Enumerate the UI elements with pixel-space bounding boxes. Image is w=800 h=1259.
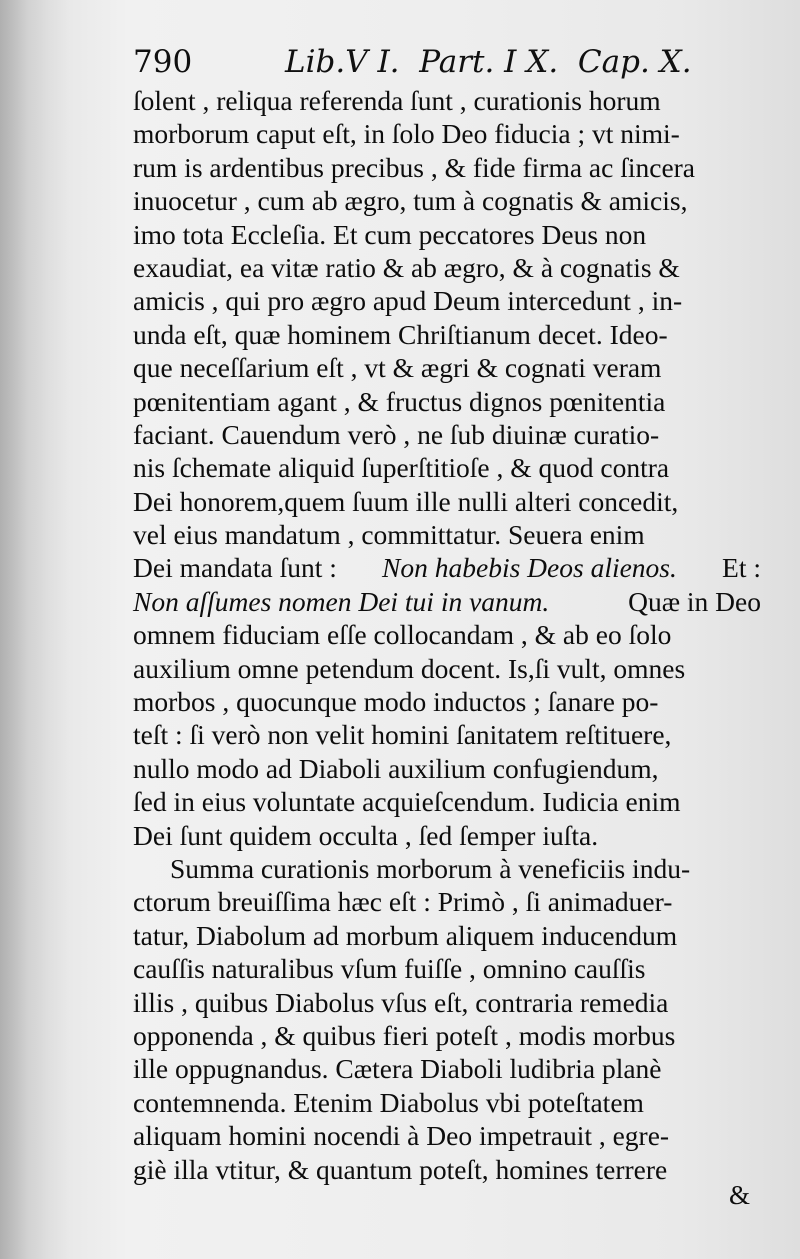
text-line: ille oppugnandus. Cætera Diaboli ludibria planè [133, 1053, 662, 1085]
text-line: morbos , quocunque modo inductos ; ſanare po- [133, 686, 659, 718]
text-line: vel eius mandatum , committatur. Seuera enim [133, 519, 645, 551]
text-line: Dei ſunt quidem occulta , ſed ſemper iuſta. [133, 819, 599, 851]
text-line: amicis , qui pro ægro apud Deum intercedunt , in- [133, 285, 683, 317]
text-line: illis , quibus Diabolus vſus eſt, contraria remedia [133, 986, 669, 1018]
text-line: contemnenda. Etenim Diabolus vbi poteſtatem [133, 1086, 644, 1118]
text-line: nullo modo ad Diaboli auxilium confugiendum, [133, 752, 659, 784]
text-line: que neceſſarium eſt , vt & ægri & cognati veram [133, 352, 662, 384]
text-line: auxilium omne petendum docent. Is,ſi vult, omnes [133, 652, 686, 684]
text-line: unda eſt, quæ hominem Chriſtianum decet. Ideo- [133, 318, 668, 350]
text-line: faciant. Cauendum verò , ne ſub diuinæ curatio- [133, 418, 660, 450]
italic-quotation: Non habebis Deos alienos. [382, 552, 677, 584]
text-line: ſolent , reliqua referenda ſunt , curationis horum [133, 85, 661, 116]
text-line: exaudiat, ea vitæ ratio & ab ægro, & à cognatis & [133, 251, 680, 283]
text-line: giè illa vtitur, & quantum poteſt, homines terrere [133, 1153, 668, 1185]
text-line: opponenda , & quibus fieri poteſt , modis morbus [133, 1019, 676, 1051]
text-line: aliquam homini nocendi à Deo impetrauit , egre- [133, 1120, 670, 1152]
running-head: Lib.V I. Part. I X. Cap. X. [285, 44, 692, 80]
italic-quotation: Non aſſumes nomen Dei tui in vanum. [133, 585, 550, 617]
text-line: Dei mandata ſunt : Non habebis Deos alienos. Et : [133, 552, 761, 584]
text-line: pœnitentiam agant , & fructus dignos pœnitentia [133, 385, 666, 417]
text-line: nis ſchemate aliquid ſuperſtitioſe , & quod contra [133, 452, 670, 484]
text-line: cauſſis naturalibus vſum fuiſſe , omnino cauſſis [133, 953, 646, 985]
text-line: tatur, Diabolum ad morbum aliquem inducendum [133, 919, 678, 951]
catchword: & [728, 1180, 750, 1210]
text-line: omnem fiduciam eſſe collocandam , & ab eo ſolo [133, 619, 672, 651]
gutter-shadow [0, 0, 70, 1259]
body-text [133, 84, 761, 1186]
paragraph-start: Summa curationis morborum à veneficiis indu- [170, 852, 691, 884]
text-line: teſt : ſi verò non velit homini ſanitatem reſtituere, [133, 719, 672, 751]
text-line: ctorum breuiſſima hæc eſt : Primò , ſi animaduer- [133, 886, 673, 918]
text-line: ſed in eius voluntate acquieſcendum. Iudicia enim [133, 786, 681, 818]
text-line: inuocetur , cum ab ægro, tum à cognatis & amicis, [133, 185, 688, 217]
page-number: 790 [133, 44, 193, 80]
text-line: Non aſſumes nomen Dei tui in vanum. Quæ in Deo [133, 585, 761, 617]
text-line: morborum caput eſt, in ſolo Deo fiducia ; vt nimi- [133, 118, 680, 150]
text-line: imo tota Eccleſia. Et cum peccatores Deus non [133, 218, 647, 250]
text-line: Dei honorem,quem ſuum ille nulli alteri concedit, [133, 485, 679, 517]
text-line: rum is ardentibus precibus , & fide firma ac ſincera [133, 151, 696, 183]
